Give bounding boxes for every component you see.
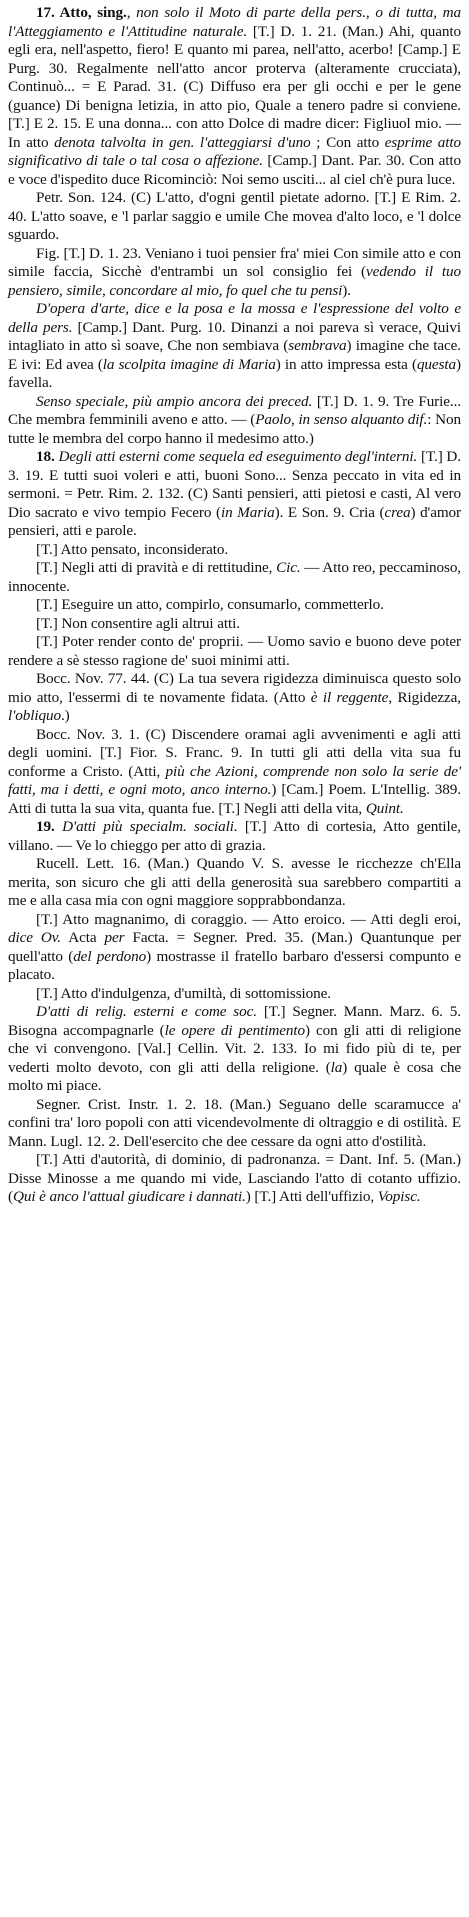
entry-paragraph xyxy=(8,818,461,855)
text-run: — Atto reo, peccaminoso, innocente. xyxy=(8,559,462,595)
text-run: 19. xyxy=(36,818,63,835)
text-run: [T.] Atto pensato, inconsiderato. xyxy=(36,540,229,558)
text-run: Rucell. Lett. 16. (Man.) Quando V. S. avesse le ricchezze ch'Ella merita, son sicuro che gli atti della generosità sua sarebbero compartiti a me e alla casa mia con ogni maggiore sopprabbondanza. xyxy=(8,855,461,909)
text-run: [T.] Non consentire agli altrui atti. xyxy=(36,614,240,632)
text-run: Paolo, in senso alquanto dif. xyxy=(255,411,428,428)
text-run: per xyxy=(104,929,125,946)
text-run: dice Ov. xyxy=(8,929,62,946)
entry-paragraph xyxy=(8,1096,461,1152)
entry-paragraph xyxy=(8,911,461,985)
text-run: Acta xyxy=(61,929,105,946)
text-run: .) xyxy=(60,707,70,724)
text-run: [T.] D. 1. 21. (Man.) Ahi, quanto egli era, nell'aspetto, fiero! E quanto mi parea, nell'atto, acerbo! [Camp.] E Purg. 30. Regalmente nell'atto ancor proterva (alteramente crucciata), Continuò... = E Parad. 31. (C) Diffuso era per gli occhi e per le gene (guance) Di benigna letizia, in atto pio, Quale a tenero padre si conviene. [T.] E 2. 15. E una donna... con atto Dolce di madre dicer: Figliuol mio. — In atto xyxy=(8,22,462,151)
text-run: ) quale è cosa che molto mi piace. xyxy=(8,1058,462,1094)
text-run: Petr. Son. 124. (C) L'atto, d'ogni gentil pietate adorno. [T.] E Rim. 2. 40. L'atto soave, e 'l parlar saggio e umile Che movea d'alto loco, e 'l dolce sguardo. xyxy=(8,189,461,243)
text-run: ) con gli atti di religione che vi convengono. [Val.] Cellin. Vit. 2. 133. Io mi fido più di te, per vederti molto devoto, con gli atti della religione. ( xyxy=(8,1021,462,1076)
text-run: , non solo il Moto di parte della pers., o di tutta, ma l'Atteggiamento e l'Attitudine naturale. xyxy=(8,4,461,40)
text-run: D'opera d'arte, dice e la posa e la mossa e l'espressione del volto e della pers. xyxy=(8,300,461,336)
text-run: più che Azioni, comprende non solo la serie de' fatti, ma i detti, e ogni moto, anco interno. xyxy=(8,762,461,798)
text-run: [T.] D. 3. 19. E tutti suoi voleri e atti, buoni Sono... Senza peccato in vita ed in sermoni. = Petr. Rim. 2. 132. (C) Santi pensieri, atti pietosi e casti, Al vero Dio sacrato e vivo tempio Fecero ( xyxy=(8,448,461,521)
text-run: 17. Atto, sing. xyxy=(36,4,127,21)
text-run: [T.] Poter render conto de' proprii. — Uomo savio e buono deve poter rendere a sè stesso ragione de' suoi minimi atti. xyxy=(8,633,461,669)
entry-paragraph xyxy=(8,633,461,670)
text-run: Senso speciale, più ampio ancora dei preced. xyxy=(36,392,313,410)
text-run: ) [T.] Atti dell'uffizio, xyxy=(245,1188,378,1205)
text-run: [T.] D. 1. 9. Tre Furie... Che membra femminili aveno e atto. — ( xyxy=(8,392,461,428)
entry-paragraph xyxy=(8,855,461,911)
text-run: denota talvolta in gen. l'atteggiarsi d'uno xyxy=(54,133,311,151)
text-run: questa xyxy=(416,355,456,373)
entry-paragraph xyxy=(8,985,461,1004)
text-run: Fig. [T.] D. 1. 23. Veniano i tuoi pensier fra' miei Con simile atto e con simile faccia, Sicchè d'entrambi un sol consiglio fei ( xyxy=(8,244,461,280)
entry-paragraph xyxy=(8,541,461,560)
entry-paragraph xyxy=(8,448,461,541)
text-run: ). E Son. 9. Cria ( xyxy=(274,503,385,521)
text-run: [T.] Atto d'indulgenza, d'umiltà, di sottomissione. xyxy=(36,984,331,1002)
text-run: Bocc. Nov. 77. 44. (C) La tua severa rigidezza diminuisca questo solo mio atto, l'essermi di te novamente fidata. (Atto xyxy=(8,670,461,706)
text-run: D'atti più specialm. sociali. xyxy=(62,818,238,835)
text-run: in Maria xyxy=(220,503,275,521)
text-run: [T.] Atti d'autorità, di dominio, di padronanza. = Dant. Inf. 5. (Man.) Disse Minosse a me quando mi vide, Lasciando l'atto di cotanto uffizio. ( xyxy=(8,1151,461,1205)
text-run: ) imagine che tace. E ivi: Ed avea ( xyxy=(8,337,461,373)
text-run: ; Con atto xyxy=(310,133,385,151)
text-run: Segner. Crist. Instr. 1. 2. 18. (Man.) Seguano delle scaramucce a' confini tra' loro popoli con atti vicendevolmente di oltraggio e di ostilità. E Mann. Lugl. 12. 2. Dell'esercito che dee cessare da ogni atto d'ostilità. xyxy=(8,1095,461,1150)
text-run: la scolpita imagine di Maria xyxy=(102,355,276,373)
entry-paragraph xyxy=(8,300,461,393)
entry-paragraph xyxy=(8,1151,461,1207)
text-run: crea xyxy=(384,503,411,521)
text-run: vedendo il tuo pensiero, simile, concordare al mio, fo quel che tu pensi xyxy=(8,263,461,299)
text-run: [Camp.] Dant. Purg. 10. Dinanzi a noi pareva sì verace, Quivi intagliato in atto sì soave, Che non sembiava ( xyxy=(8,318,461,354)
text-run: D'atti di relig. esterni e come soc. xyxy=(36,1003,257,1020)
text-run: [Camp.] Dant. Par. 30. Con atto e voce d'ispedito duce Ricominciò: Noi semo usciti... al ciel ch'è pura luce. xyxy=(8,152,461,188)
text-run: [T.] Eseguire un atto, compirlo, consumarlo, commetterlo. xyxy=(36,596,384,613)
text-run: del perdono xyxy=(73,947,147,965)
text-run: è il reggente xyxy=(310,688,389,706)
text-run: [T.] Negli atti di pravità e di rettitudine, xyxy=(36,559,277,576)
text-run: Vopisc. xyxy=(377,1188,421,1205)
text-run: ) in atto impressa esta ( xyxy=(275,355,417,373)
entry-paragraph xyxy=(8,4,461,189)
text-run: ). xyxy=(342,281,351,299)
text-run: l'obliquo xyxy=(8,707,61,724)
entry-paragraph xyxy=(8,393,461,449)
text-run: Quint. xyxy=(365,799,404,817)
text-run: ) favella. xyxy=(8,355,461,391)
entry-paragraph xyxy=(8,670,461,726)
text-run: sembrava xyxy=(288,337,347,354)
text-run: ) d'amor pensieri, atti e parole. xyxy=(8,503,462,539)
text-run: Facta. = Segner. Pred. 35. (Man.) Quantunque per quell'atto ( xyxy=(8,929,462,965)
text-run: , Rigidezza, xyxy=(388,688,461,706)
entry-paragraph xyxy=(8,1003,461,1096)
entry-paragraph xyxy=(8,245,461,301)
text-run: esprime atto significativo di tale o tal cosa o affezione. xyxy=(8,133,461,169)
text-run: Cic. xyxy=(276,559,301,576)
text-run: la xyxy=(330,1058,343,1076)
text-run: ) [Cam.] Poem. L'Intellig. 389. Atti di tutta la sua vita, quanta fue. [T.] Negli atti della vita, xyxy=(8,781,461,817)
text-run: le opere di pentimento xyxy=(164,1021,306,1039)
text-run: ) mostrasse il fratello barbaro d'essersi compunto e placato. xyxy=(8,947,461,983)
entry-paragraph xyxy=(8,615,461,634)
entry-paragraph xyxy=(8,596,461,615)
entry-paragraph xyxy=(8,559,461,596)
text-run: Qui è anco l'attual giudicare i dannati. xyxy=(12,1188,246,1205)
text-run: [T.] Atto magnanimo, di coraggio. — Atto eroico. — Atti degli eroi, xyxy=(36,910,461,928)
entry-paragraph xyxy=(8,189,461,245)
text-run: Bocc. Nov. 3. 1. (C) Discendere oramai agli avvenimenti e agli atti degli uomini. [T.] Fior. S. Franc. 9. In tutti gli atti della vita sua fu conforme a Cristo. (Atti, xyxy=(8,725,461,780)
text-run: [T.] Segner. Mann. Marz. 6. 5. Bisogna accompagnarle ( xyxy=(8,1003,461,1039)
text-run: Degli atti esterni come sequela ed eseguimento degl'interni. xyxy=(58,448,418,465)
text-run: : Non tutte le membra del corpo hanno il medesimo atto.) xyxy=(8,411,461,447)
text-run: 18. xyxy=(36,448,59,465)
text-run: [T.] Atto di cortesia, Atto gentile, villano. — Ve lo chieggo per atto di grazia. xyxy=(8,818,461,854)
entry-paragraph xyxy=(8,726,461,819)
